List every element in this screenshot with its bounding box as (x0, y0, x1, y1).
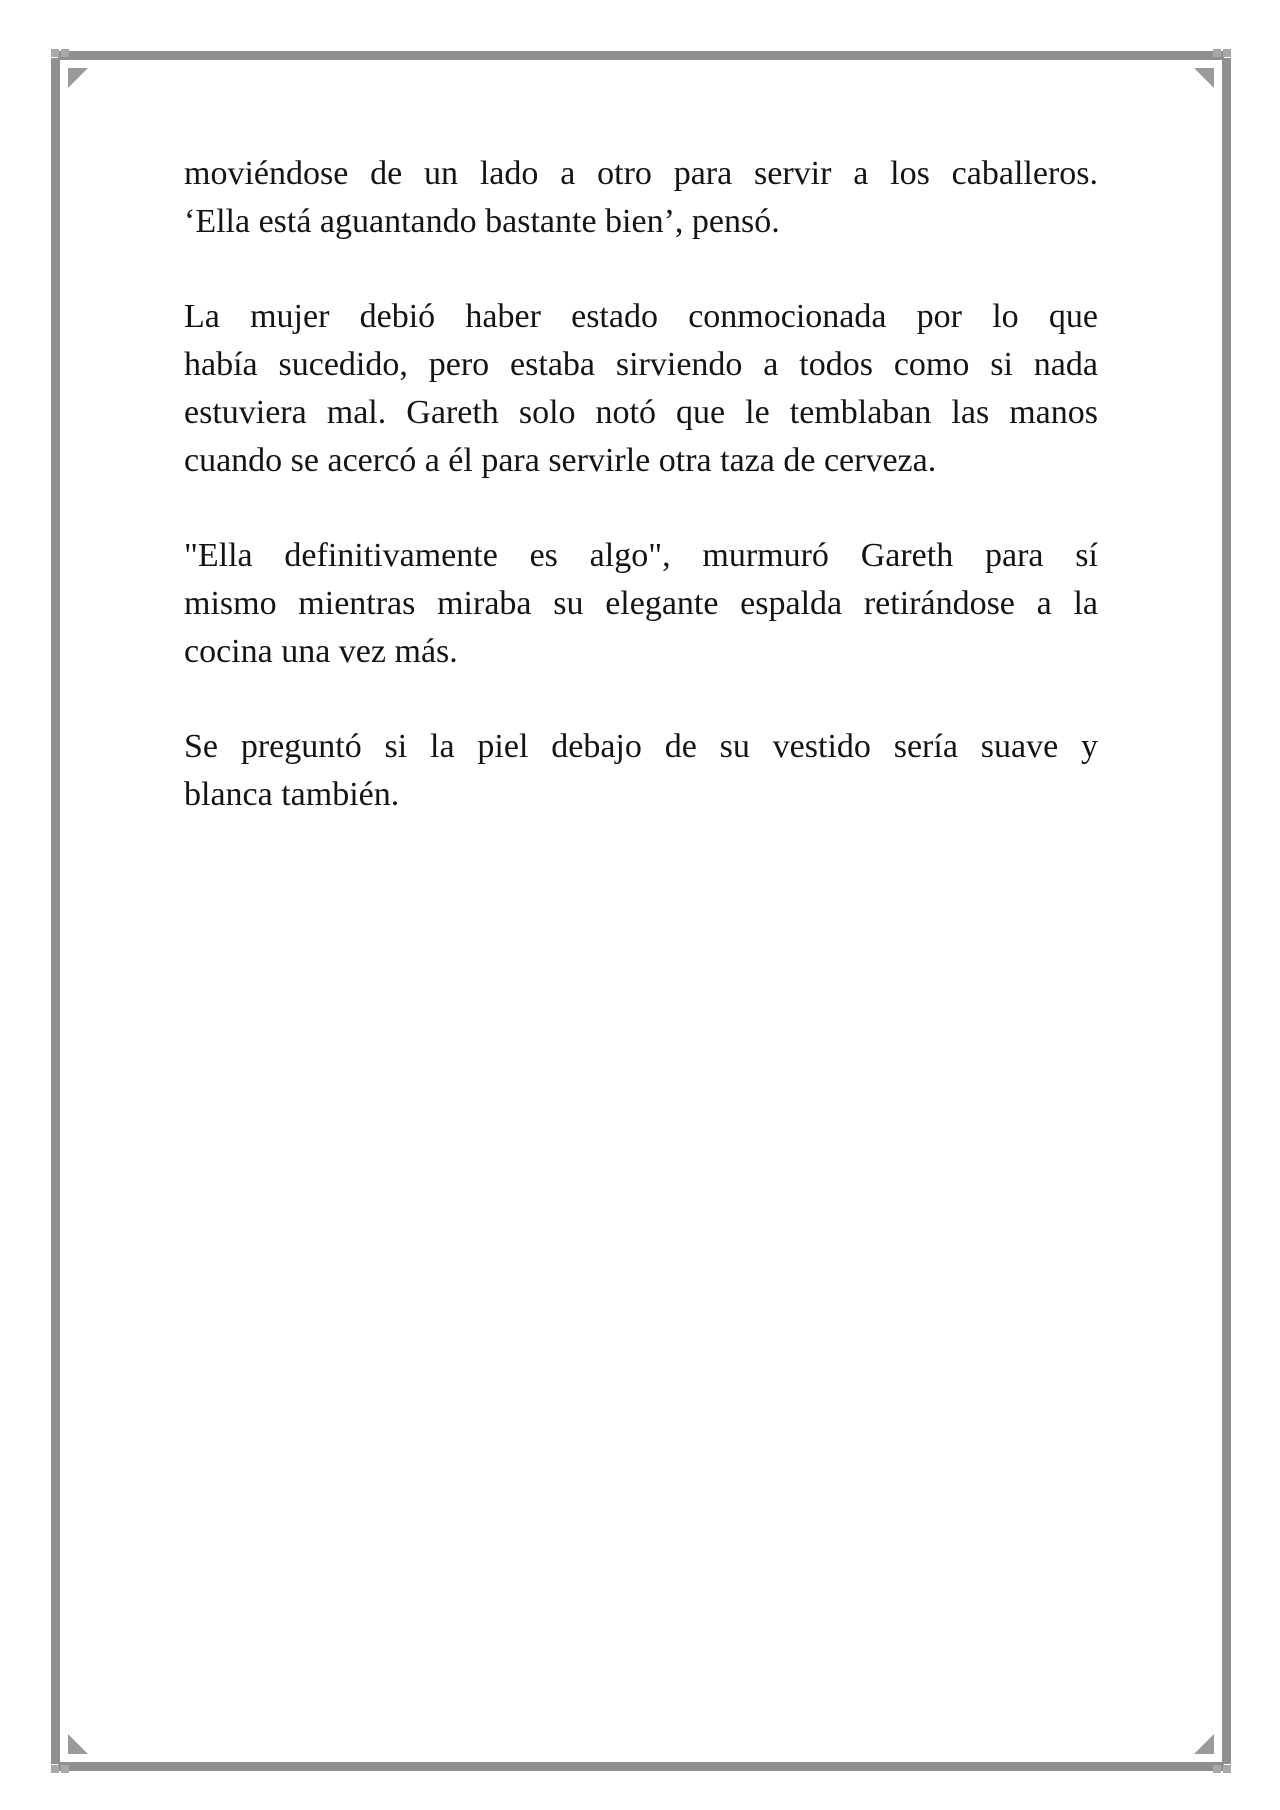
corner-ornament-top-left (61, 49, 69, 57)
paragraph-2 (184, 293, 1098, 485)
paragraph-1 (184, 150, 1098, 246)
corner-ornament-bottom-right (1213, 1765, 1221, 1773)
frame-border-bottom (58, 1762, 1224, 1771)
text-line: blanca también. (184, 776, 400, 813)
text-line: Se preguntó si la piel debajo de su vestido sería suave y (184, 728, 1098, 765)
text-line: "Ella definitivamente es algo", murmuró Gareth para sí (184, 537, 1098, 574)
text-line: ‘Ella está aguantando bastante bien’, pensó. (184, 203, 780, 240)
text-line: cuando se acercó a él para servirle otra taza de cerveza. (184, 442, 937, 479)
corner-triangle-bottom-right-icon (1194, 1734, 1214, 1754)
corner-ornament-bottom-left (61, 1765, 69, 1773)
corner-ornament-bottom-left (51, 1765, 59, 1773)
corner-ornament-top-left (51, 49, 59, 57)
frame-border-left (51, 58, 60, 1764)
corner-triangle-top-right-icon (1194, 68, 1214, 88)
corner-ornament-top-right (1213, 49, 1221, 57)
corner-ornament-top-right (1223, 49, 1231, 57)
text-line: La mujer debió haber estado conmocionada por lo que (184, 298, 1098, 335)
text-line: estuviera mal. Gareth solo notó que le temblaban las manos (184, 394, 1098, 431)
corner-triangle-bottom-left-icon (68, 1734, 88, 1754)
text-line: cocina una vez más. (184, 633, 458, 670)
body-text (184, 150, 1098, 866)
paragraph-4 (184, 723, 1098, 819)
frame-border-top (58, 51, 1224, 60)
corner-triangle-top-left-icon (68, 68, 88, 88)
corner-ornament-bottom-right (1223, 1765, 1231, 1773)
paragraph-3 (184, 532, 1098, 676)
text-line: había sucedido, pero estaba sirviendo a todos como si nada (184, 346, 1098, 383)
text-line: mismo mientras miraba su elegante espalda retirándose a la (184, 585, 1098, 622)
text-line: moviéndose de un lado a otro para servir a los caballeros. (184, 155, 1098, 192)
frame-border-right (1222, 58, 1231, 1764)
